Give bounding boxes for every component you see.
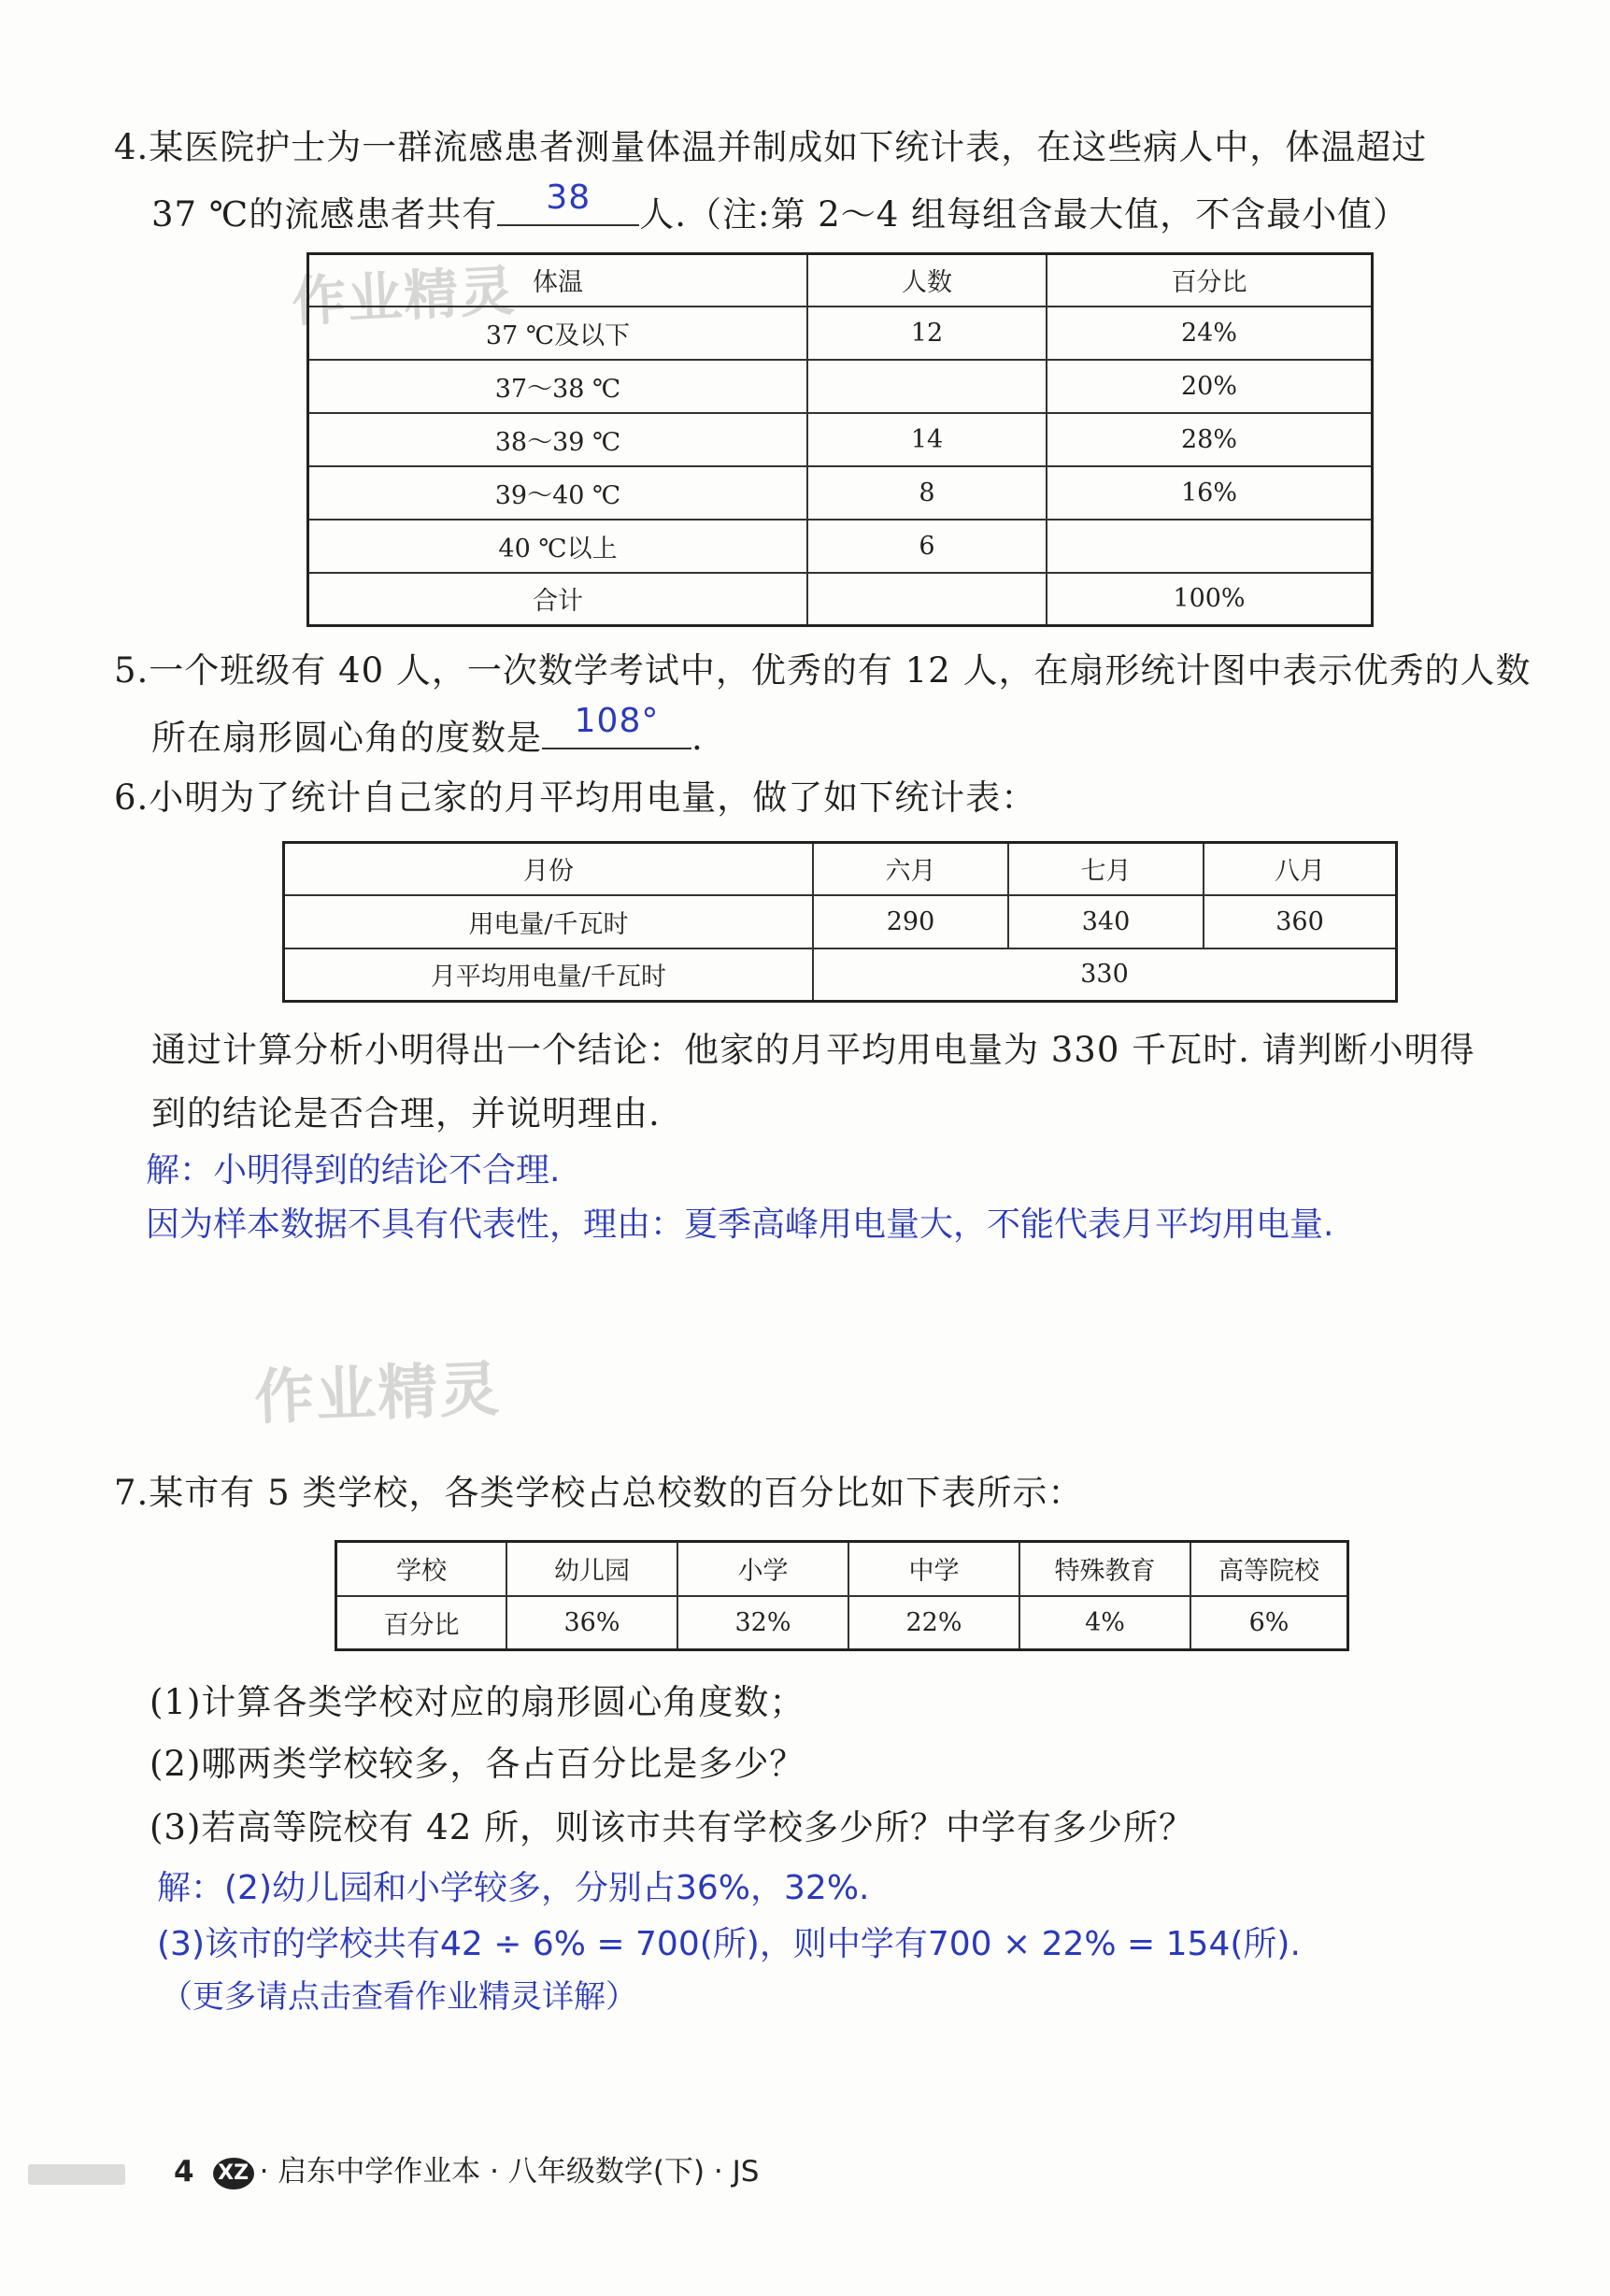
- table-cell: 用电量/千瓦时: [284, 895, 814, 948]
- table-cell: 38～39 ℃: [308, 413, 808, 466]
- q4-answer: 38: [546, 178, 591, 217]
- table-cell: 100%: [1047, 573, 1373, 626]
- q4-text-before: 37 ℃的流感患者共有: [151, 194, 498, 235]
- table-cell: 39～40 ℃: [308, 466, 808, 520]
- table-cell: 37 ℃及以下: [308, 307, 808, 360]
- table-row: [308, 466, 1373, 520]
- q7-answer2: (3)该市的学校共有42 ÷ 6% = 700(所)，则中学有700 × 22% = 154(所).: [157, 1925, 1301, 1963]
- q7-sub3: (3)若高等院校有 42 所，则该市共有学校多少所？中学有多少所？: [150, 1807, 1195, 1847]
- table-cell: 340: [1008, 895, 1204, 948]
- table-cell: 6: [807, 520, 1047, 573]
- book-title: · 启东中学作业本 · 八年级数学(下) · JS: [259, 2155, 760, 2189]
- q6-header: 月份: [284, 843, 814, 895]
- q5-answer: 108°: [574, 702, 660, 740]
- q4-header: 百分比: [1047, 254, 1373, 307]
- table-cell: 37～38 ℃: [308, 360, 808, 413]
- table-cell: 合计: [308, 573, 808, 626]
- table-cell: 24%: [1047, 307, 1373, 360]
- table-cell: 32%: [677, 1596, 848, 1650]
- xz-logo-icon: XZ: [213, 2158, 254, 2189]
- table-cell: 12: [807, 307, 1047, 360]
- page-number: 4: [174, 2155, 194, 2189]
- table-cell: 月平均用电量/千瓦时: [284, 948, 814, 1002]
- q6-text2: 到的结论是否合理，并说明理由.: [151, 1093, 661, 1134]
- table-cell: 20%: [1047, 360, 1373, 413]
- q5-text-before: 所在扇形圆心角的度数是: [151, 718, 542, 758]
- q6-answer2: 因为样本数据不具有代表性，理由：夏季高峰用电量大，不能代表月平均用电量.: [146, 1205, 1334, 1244]
- table-cell: 290: [813, 895, 1008, 948]
- q6-answer1: 解：小明得到的结论不合理.: [146, 1151, 561, 1190]
- q4-line1: 4.某医院护士为一群流感患者测量体温并制成如下统计表，在这些病人中，体温超过: [114, 127, 1428, 167]
- q7-header: 中学: [848, 1542, 1019, 1596]
- table-cell: [807, 360, 1047, 413]
- table-row: [284, 948, 1397, 1002]
- q4-line2: [151, 178, 1409, 239]
- q7-answer3: （更多请点击查看作业精灵详解）: [161, 1978, 637, 2016]
- table-cell: 28%: [1047, 413, 1373, 466]
- table-row: [284, 895, 1397, 948]
- watermark: 作业精灵: [252, 1355, 503, 1433]
- q7-line1: 7.某市有 5 类学校，各类学校占总校数的百分比如下表所示：: [114, 1473, 1084, 1513]
- q7-table: [335, 1540, 1349, 1651]
- table-row: [308, 573, 1373, 626]
- q7-answer1: 解：(2)幼儿园和小学较多，分别占36%，32%.: [157, 1869, 870, 1907]
- table-row: [308, 307, 1373, 360]
- q5-line1: 5.一个班级有 40 人，一次数学考试中，优秀的有 12 人，在扇形统计图中表示优秀的人数: [114, 650, 1532, 691]
- q7-header: 特殊教育: [1019, 1542, 1190, 1596]
- table-cell: 6%: [1190, 1596, 1348, 1650]
- q7-sub2: (2)哪两类学校较多，各占百分比是多少？: [150, 1744, 805, 1784]
- q7-sub1: (1)计算各类学校对应的扇形圆心角度数；: [150, 1682, 805, 1722]
- q5-line2: [151, 702, 704, 763]
- table-cell: 330: [813, 948, 1397, 1002]
- q4-answer-blank[interactable]: [497, 178, 639, 226]
- q4-header: 体温: [308, 254, 808, 307]
- table-cell: 8: [807, 466, 1047, 520]
- q4-header: 人数: [807, 254, 1047, 307]
- q6-header: 六月: [813, 843, 1008, 895]
- q6-text1: 通过计算分析小明得出一个结论：他家的月平均用电量为 330 千瓦时. 请判断小明得: [151, 1030, 1475, 1070]
- table-row: [308, 360, 1373, 413]
- table-row: [308, 520, 1373, 573]
- table-cell: 16%: [1047, 466, 1373, 520]
- table-cell: 36%: [506, 1596, 677, 1650]
- table-cell: 4%: [1019, 1596, 1190, 1650]
- table-cell: [807, 573, 1047, 626]
- footer-bar-decoration: [28, 2164, 125, 2185]
- page-footer: [174, 2147, 759, 2189]
- watermark: 作业精灵: [290, 258, 518, 335]
- q7-header: 高等院校: [1190, 1542, 1348, 1596]
- q6-table: [282, 841, 1398, 1003]
- table-cell: 14: [807, 413, 1047, 466]
- table-row: [336, 1596, 1348, 1650]
- q5-answer-blank[interactable]: [542, 702, 691, 749]
- table-cell: 百分比: [336, 1596, 507, 1650]
- table-cell: 360: [1204, 895, 1397, 948]
- table-cell: [1047, 520, 1373, 573]
- q4-text-after: 人.（注:第 2～4 组每组含最大值，不含最小值）: [639, 194, 1409, 235]
- table-row: [308, 413, 1373, 466]
- q6-line1: 6.小明为了统计自己家的月平均用电量，做了如下统计表：: [114, 777, 1037, 818]
- table-cell: 40 ℃以上: [308, 520, 808, 573]
- q7-header: 幼儿园: [506, 1542, 677, 1596]
- q5-text-after: .: [691, 718, 704, 758]
- q7-header: 小学: [677, 1542, 848, 1596]
- q6-header: 七月: [1008, 843, 1204, 895]
- q6-header: 八月: [1204, 843, 1397, 895]
- q7-header: 学校: [336, 1542, 507, 1596]
- table-cell: 22%: [848, 1596, 1019, 1650]
- q4-table: [306, 252, 1374, 627]
